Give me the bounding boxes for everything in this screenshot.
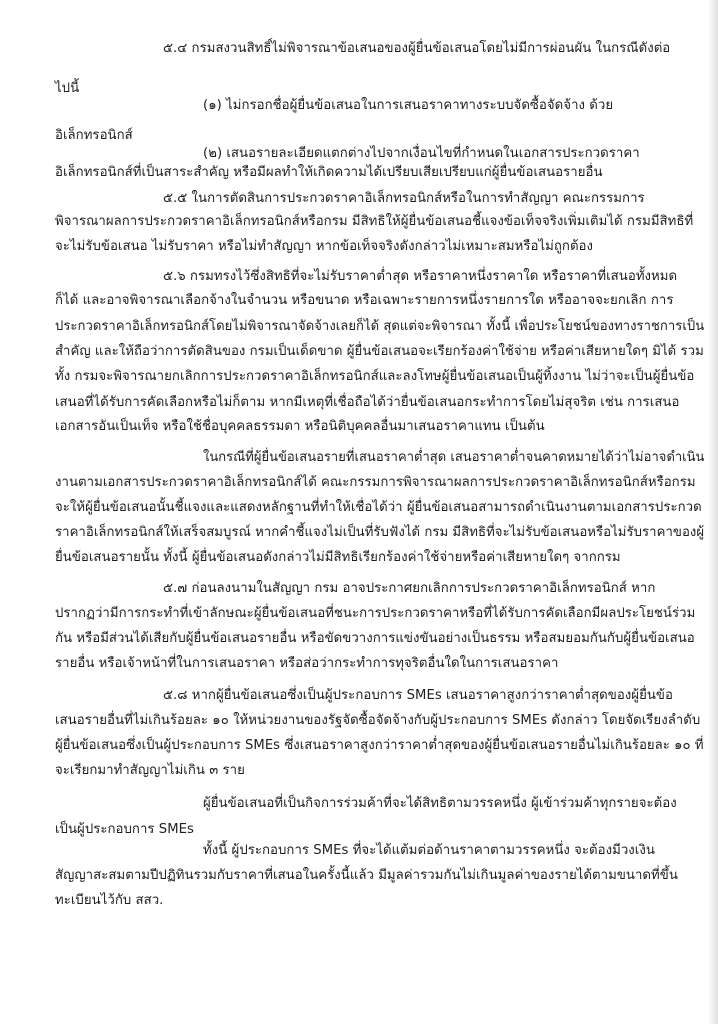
clause-5-7-line: ปรากฏว่ามีการกระทำที่เข้าลักษณะผู้ยื่นข้อเสนอที่ชนะการประกวดราคาหรือที่ได้รับการคัดเลือกมีผลประโยชน์ร่วม: [55, 606, 696, 621]
clause-5-4-item-2-continuation: อิเล็กทรอนิกส์ที่เป็นสาระสำคัญ หรือมีผลทำให้เกิดความได้เปรียบเสียเปรียบแก่ผู้ยื่นข้อเสนอรายอื่น: [55, 165, 603, 180]
clause-5-6-paragraph-2: ราคาอิเล็กทรอนิกส์ให้เสร็จสมบูรณ์ หากคำชี้แจงไม่เป็นที่รับฟังได้ กรม มีสิทธิที่จะไม่รับข้อเสนอหรือไม่รับราคาของผู้: [55, 525, 705, 540]
scan-edge-shadow: [708, 0, 718, 1024]
clause-5-6-paragraph-2: งานตามเอกสารประกวดราคาอิเล็กทรอนิกส์ได้ คณะกรรมการพิจารณาผลการประกวดราคาอิเล็กทรอนิกส์หรือกรม: [55, 475, 696, 490]
clause-5-4-item-1-continuation: อิเล็กทรอนิกส์: [55, 128, 133, 143]
clause-5-7-line: กัน หรือมีส่วนได้เสียกับผู้ยื่นข้อเสนอรายอื่น หรือขัดขวางการแข่งขันอย่างเป็นธรรม หรือสมยอมกันกับผู้ยื่นข้อเสนอ: [55, 631, 695, 646]
clause-5-4-continuation: ไปนี้: [55, 81, 80, 96]
clause-5-6-line: ทั้ง กรมจะพิจารณายกเลิกการประกวดราคาอิเล็กทรอนิกส์และลงโทษผู้ยื่นข้อเสนอเป็นผู้ทิ้งงาน ไม่ว่าจะเป็นผู้ยื่นข้อ: [55, 369, 695, 384]
clause-5-6-paragraph-2: จะให้ผู้ยื่นข้อเสนอนั้นชี้แจงและแสดงหลักฐานที่ทำให้เชื่อได้ว่า ผู้ยื่นข้อเสนอสามารถดำเนินงานตามเอกสารประกวด: [55, 500, 702, 515]
clause-5-5-line: ๕.๕ ในการตัดสินการประกวดราคาอิเล็กทรอนิกส์หรือในการทำสัญญา คณะกรรมการ: [163, 191, 645, 206]
clause-5-6-line: เสนอที่ได้รับการคัดเลือกหรือไม่ก็ตาม หากมีเหตุที่เชื่อถือได้ว่ายื่นข้อเสนอกระทำการโดยไม่สุจริต เช่น การเสนอ: [55, 395, 680, 410]
clause-5-4-line: ๕.๔ กรมสงวนสิทธิ์ไม่พิจารณาข้อเสนอของผู้ยื่นข้อเสนอโดยไม่มีการผ่อนผัน ในกรณีดังต่อ: [163, 41, 671, 56]
clause-5-8-line: ๕.๘ หากผู้ยื่นข้อเสนอซึ่งเป็นผู้ประกอบการ SMEs เสนอราคาสูงกว่าราคาต่ำสุดของผู้ยื่นข้อ: [163, 688, 673, 703]
clause-5-8-paragraph-3: ทั้งนี้ ผู้ประกอบการ SMEs ที่จะได้แต้มต่อด้านราคาตามวรรคหนึ่ง จะต้องมีวงเงิน: [203, 843, 655, 858]
clause-5-6-paragraph-2: ยื่นข้อเสนอรายนั้น ทั้งนี้ ผู้ยื่นข้อเสนอดังกล่าวไม่มีสิทธิเรียกร้องค่าใช้จ่ายหรือค่าเสียหายใดๆ จากกรม: [55, 550, 621, 565]
clause-5-8-paragraph-2: ผู้ยื่นข้อเสนอที่เป็นกิจการร่วมค้าที่จะได้สิทธิตามวรรคหนึ่ง ผู้เข้าร่วมค้าทุกรายจะต้อง: [203, 796, 677, 811]
clause-5-5-line: จะไม่รับข้อเสนอ ไม่รับราคา หรือไม่ทำสัญญา หากข้อเท็จจริงดังกล่าวไม่เหมาะสมหรือไม่ถูกต้อง: [55, 239, 594, 254]
clause-5-6-line: เอกสารอันเป็นเท็จ หรือใช้ชื่อบุคคลธรรมดา หรือนิติบุคคลอื่นมาเสนอราคาแทน เป็นต้น: [55, 419, 545, 434]
clause-5-8-line: เสนอรายอื่นที่ไม่เกินร้อยละ ๑๐ ให้หน่วยงานของรัฐจัดซื้อจัดจ้างกับผู้ประกอบการ SMEs ดังกล่าว โดยจัดเรียงลำดับ: [55, 713, 701, 728]
clause-5-6-line: ประกวดราคาอิเล็กทรอนิกส์โดยไม่พิจารณาจัดจ้างเลยก็ได้ สุดแต่จะพิจารณา ทั้งนี้ เพื่อประโยชน์ของทางราชการเป็น: [55, 319, 705, 334]
clause-5-8-paragraph-2: เป็นผู้ประกอบการ SMEs: [55, 822, 194, 837]
clause-5-8-paragraph-3: สัญญาสะสมตามปีปฏิทินรวมกับราคาที่เสนอในครั้งนี้แล้ว มีมูลค่ารวมกันไม่เกินมูลค่าของรายได้ตามขนาดที่ขึ้น: [55, 868, 678, 883]
clause-5-5-line: พิจารณาผลการประกวดราคาอิเล็กทรอนิกส์หรือกรม มีสิทธิให้ผู้ยื่นข้อเสนอชี้แจงข้อเท็จจริงเพิ่มเติมได้ กรมมีสิทธิที่: [55, 214, 694, 229]
clause-5-6-line: ก็ได้ และอาจพิจารณาเลือกจ้างในจำนวน หรือขนาด หรือเฉพาะรายการหนึ่งรายการใด หรืออาจจะยกเลิก การ: [55, 293, 674, 308]
clause-5-6-line: ๕.๖ กรมทรงไว้ซึ่งสิทธิที่จะไม่รับราคาต่ำสุด หรือราคาหนึ่งราคาใด หรือราคาที่เสนอทั้งหมด: [163, 269, 678, 284]
clause-5-4-item-2: (๒) เสนอรายละเอียดแตกต่างไปจากเงื่อนไขที่กำหนดในเอกสารประกวดราคา: [203, 146, 640, 161]
clause-5-4-item-1: (๑) ไม่กรอกชื่อผู้ยื่นข้อเสนอในการเสนอราคาทางระบบจัดซื้อจัดจ้าง ด้วย: [203, 98, 614, 113]
clause-5-8-paragraph-3: ทะเบียนไว้กับ สสว.: [55, 893, 164, 908]
clause-5-6-paragraph-2: ในกรณีที่ผู้ยื่นข้อเสนอรายที่เสนอราคาต่ำสุด เสนอราคาต่ำจนคาดหมายได้ว่าไม่อาจดำเนิน: [203, 450, 705, 465]
clause-5-7-line: รายอื่น หรือเจ้าหน้าที่ในการเสนอราคา หรือส่อว่ากระทำการทุจริตอื่นใดในการเสนอราคา: [55, 656, 559, 671]
clause-5-7-line: ๕.๗ ก่อนลงนามในสัญญา กรม อาจประกาศยกเลิกการประกวดราคาอิเล็กทรอนิกส์ หาก: [163, 581, 656, 596]
clause-5-8-line: ผู้ยื่นข้อเสนอซึ่งเป็นผู้ประกอบการ SMEs ซึ่งเสนอราคาสูงกว่าราคาต่ำสุดของผู้ยื่นข้อเสนอรายอื่นไม่เกินร้อยละ ๑๐ ที่: [55, 738, 704, 753]
clause-5-8-line: จะเรียกมาทำสัญญาไม่เกิน ๓ ราย: [55, 763, 245, 778]
clause-5-6-line: สำคัญ และให้ถือว่าการตัดสินของ กรมเป็นเด็ดขาด ผู้ยื่นข้อเสนอจะเรียกร้องค่าใช้จ่าย หรือค่าเสียหายใดๆ มิได้ รวม: [55, 344, 704, 359]
